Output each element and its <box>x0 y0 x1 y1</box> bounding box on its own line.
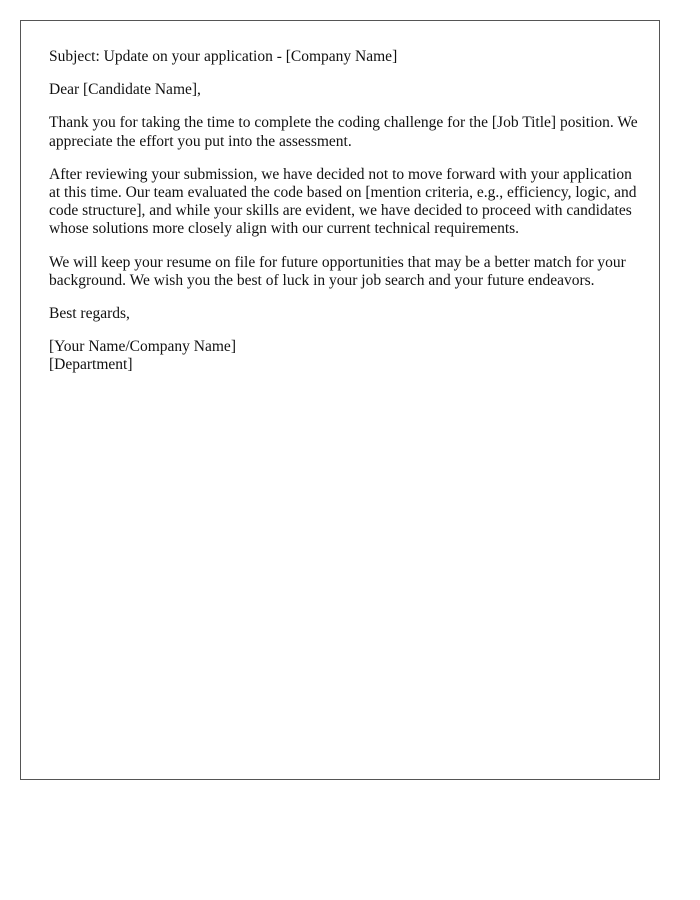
letter-subject: Subject: Update on your application - [Company Name] <box>49 48 398 65</box>
signature-department: [Department] <box>49 356 133 374</box>
letter-paragraph-thanks: Thank you for taking the time to complete the coding challenge for the [Job Title] position. We appreciate the effort you put into the assessment. <box>49 114 638 150</box>
letter-body <box>49 48 639 390</box>
letter-signature <box>49 338 639 374</box>
letter-closing: Best regards, <box>49 305 130 323</box>
letter-greeting: Dear [Candidate Name], <box>49 81 201 99</box>
letter-paragraph-future: We will keep your resume on file for future opportunities that may be a better match for your background. We wish you the best of luck in your job search and your future endeavors. <box>49 253 626 289</box>
signature-name: [Your Name/Company Name] <box>49 338 236 356</box>
letter-page <box>20 20 660 780</box>
letter-paragraph-decision: After reviewing your submission, we have decided not to move forward with your application at this time. Our team evaluated the code based on [mention criteria, e.g., efficiency, logic, and code structure], and while your skills are evident, we have decided to proceed with candidates whose solutions more closely align with our current technical requirements. <box>49 165 637 238</box>
